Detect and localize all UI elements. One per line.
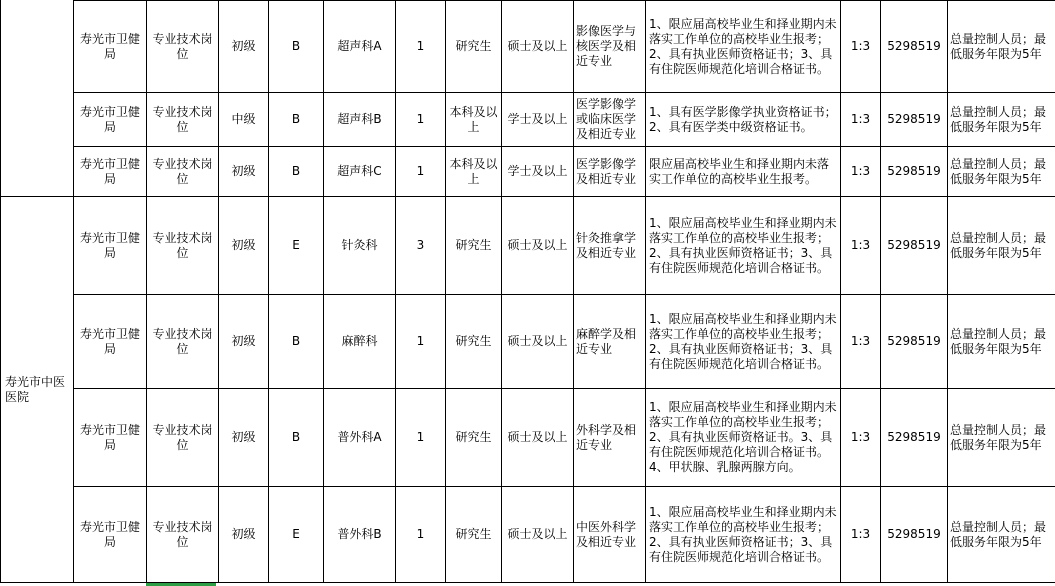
post-type-cell: 专业技术岗位 [147, 389, 219, 487]
phone-cell: 5298519 [881, 389, 948, 487]
unit-cell-blank [1, 1, 74, 93]
count-cell: 1 [396, 389, 446, 487]
education-cell: 研究生 [446, 487, 502, 583]
table-row [1, 147, 1055, 197]
note-cell: 总量控制人员；最低服务年限为5年 [948, 93, 1055, 147]
dept-cell: 寿光市卫健局 [74, 93, 147, 147]
post-name-cell: 普外科B [324, 487, 396, 583]
category-cell: B [269, 295, 324, 389]
education-cell: 研究生 [446, 1, 502, 93]
level-cell: 初级 [219, 147, 269, 197]
note-cell: 总量控制人员；最低服务年限为5年 [948, 147, 1055, 197]
level-cell: 初级 [219, 487, 269, 583]
table-row [1, 389, 1055, 487]
post-name-cell: 超声科C [324, 147, 396, 197]
category-cell: B [269, 1, 324, 93]
note-cell: 总量控制人员；最低服务年限为5年 [948, 197, 1055, 295]
ratio-cell: 1:3 [841, 147, 881, 197]
post-type-cell: 专业技术岗位 [147, 93, 219, 147]
education-cell: 本科及以上 [446, 147, 502, 197]
requirements-cell: 限应届高校毕业生和择业期内未落实工作单位的高校毕业生报考。 [646, 147, 841, 197]
requirements-cell: 1、限应届高校毕业生和择业期内未落实工作单位的高校毕业生报考；2、具有执业医师资格证书；3、具有住院医师规范化培训合格证书。 [646, 487, 841, 583]
dept-cell: 寿光市卫健局 [74, 295, 147, 389]
post-name-cell: 普外科A [324, 389, 396, 487]
level-cell: 初级 [219, 197, 269, 295]
note-cell: 总量控制人员；最低服务年限为5年 [948, 1, 1055, 93]
count-cell: 1 [396, 487, 446, 583]
major-cell: 医学影像学或临床医学及相近专业 [574, 93, 646, 147]
ratio-cell: 1:3 [841, 197, 881, 295]
post-type-cell: 专业技术岗位 [147, 1, 219, 93]
requirements-cell: 1、具有医学影像学执业资格证书；2、具有医学类中级资格证书。 [646, 93, 841, 147]
table-row [1, 487, 1055, 583]
dept-cell: 寿光市卫健局 [74, 147, 147, 197]
degree-cell: 硕士及以上 [502, 295, 574, 389]
phone-cell: 5298519 [881, 295, 948, 389]
dept-cell: 寿光市卫健局 [74, 1, 147, 93]
post-name-cell: 超声科A [324, 1, 396, 93]
ratio-cell: 1:3 [841, 389, 881, 487]
ratio-cell: 1:3 [841, 93, 881, 147]
category-cell: B [269, 389, 324, 487]
dept-cell: 寿光市卫健局 [74, 197, 147, 295]
table-row [1, 197, 1055, 295]
major-cell: 医学影像学及相近专业 [574, 147, 646, 197]
count-cell: 1 [396, 147, 446, 197]
education-cell: 本科及以上 [446, 93, 502, 147]
ratio-cell: 1:3 [841, 295, 881, 389]
unit-cell: 寿光市中医医院 [1, 197, 74, 583]
category-cell: E [269, 197, 324, 295]
table-row [1, 93, 1055, 147]
note-cell: 总量控制人员；最低服务年限为5年 [948, 487, 1055, 583]
major-cell: 麻醉学及相近专业 [574, 295, 646, 389]
category-cell: B [269, 93, 324, 147]
post-type-cell: 专业技术岗位 [147, 197, 219, 295]
major-cell: 中医外科学及相近专业 [574, 487, 646, 583]
phone-cell: 5298519 [881, 487, 948, 583]
sheet-left-edge [0, 0, 1, 196]
level-cell: 初级 [219, 1, 269, 93]
table-row [1, 295, 1055, 389]
education-cell: 研究生 [446, 295, 502, 389]
unit-cell-blank [1, 93, 74, 147]
post-type-cell: 专业技术岗位 [147, 147, 219, 197]
level-cell: 初级 [219, 389, 269, 487]
ratio-cell: 1:3 [841, 1, 881, 93]
degree-cell: 学士及以上 [502, 93, 574, 147]
category-cell: B [269, 147, 324, 197]
post-name-cell: 针灸科 [324, 197, 396, 295]
post-type-cell: 专业技术岗位 [147, 295, 219, 389]
ratio-cell: 1:3 [841, 487, 881, 583]
requirements-cell: 1、限应届高校毕业生和择业期内未落实工作单位的高校毕业生报考；2、具有执业医师资格证书；3、具有住院医师规范化培训合格证书。 [646, 197, 841, 295]
count-cell: 1 [396, 1, 446, 93]
note-cell: 总量控制人员；最低服务年限为5年 [948, 389, 1055, 487]
note-cell: 总量控制人员；最低服务年限为5年 [948, 295, 1055, 389]
count-cell: 1 [396, 295, 446, 389]
dept-cell: 寿光市卫健局 [74, 487, 147, 583]
degree-cell: 硕士及以上 [502, 389, 574, 487]
level-cell: 中级 [219, 93, 269, 147]
post-type-cell: 专业技术岗位 [147, 487, 219, 583]
dept-cell: 寿光市卫健局 [74, 389, 147, 487]
post-name-cell: 麻醉科 [324, 295, 396, 389]
phone-cell: 5298519 [881, 147, 948, 197]
phone-cell: 5298519 [881, 93, 948, 147]
category-cell: E [269, 487, 324, 583]
education-cell: 研究生 [446, 197, 502, 295]
major-cell: 外科学及相近专业 [574, 389, 646, 487]
major-cell: 针灸推拿学及相近专业 [574, 197, 646, 295]
requirements-cell: 1、限应届高校毕业生和择业期内未落实工作单位的高校毕业生报考；2、具有执业医师资格证书。3、具有住院医师规范化培训合格证书。4、甲状腺、乳腺两腺方向。 [646, 389, 841, 487]
post-name-cell: 超声科B [324, 93, 396, 147]
requirements-cell: 1、限应届高校毕业生和择业期内未落实工作单位的高校毕业生报考；2、具有执业医师资格证书；3、具有住院医师规范化培训合格证书。 [646, 1, 841, 93]
major-cell: 影像医学与核医学及相近专业 [574, 1, 646, 93]
table-row [1, 1, 1055, 93]
degree-cell: 硕士及以上 [502, 487, 574, 583]
count-cell: 1 [396, 93, 446, 147]
education-cell: 研究生 [446, 389, 502, 487]
level-cell: 初级 [219, 295, 269, 389]
degree-cell: 硕士及以上 [502, 197, 574, 295]
count-cell: 3 [396, 197, 446, 295]
unit-cell-blank [1, 147, 74, 197]
degree-cell: 硕士及以上 [502, 1, 574, 93]
phone-cell: 5298519 [881, 1, 948, 93]
degree-cell: 学士及以上 [502, 147, 574, 197]
phone-cell: 5298519 [881, 197, 948, 295]
requirements-cell: 1、限应届高校毕业生和择业期内未落实工作单位的高校毕业生报考；2、具有执业医师资格证书；3、具有住院医师规范化培训合格证书。 [646, 295, 841, 389]
